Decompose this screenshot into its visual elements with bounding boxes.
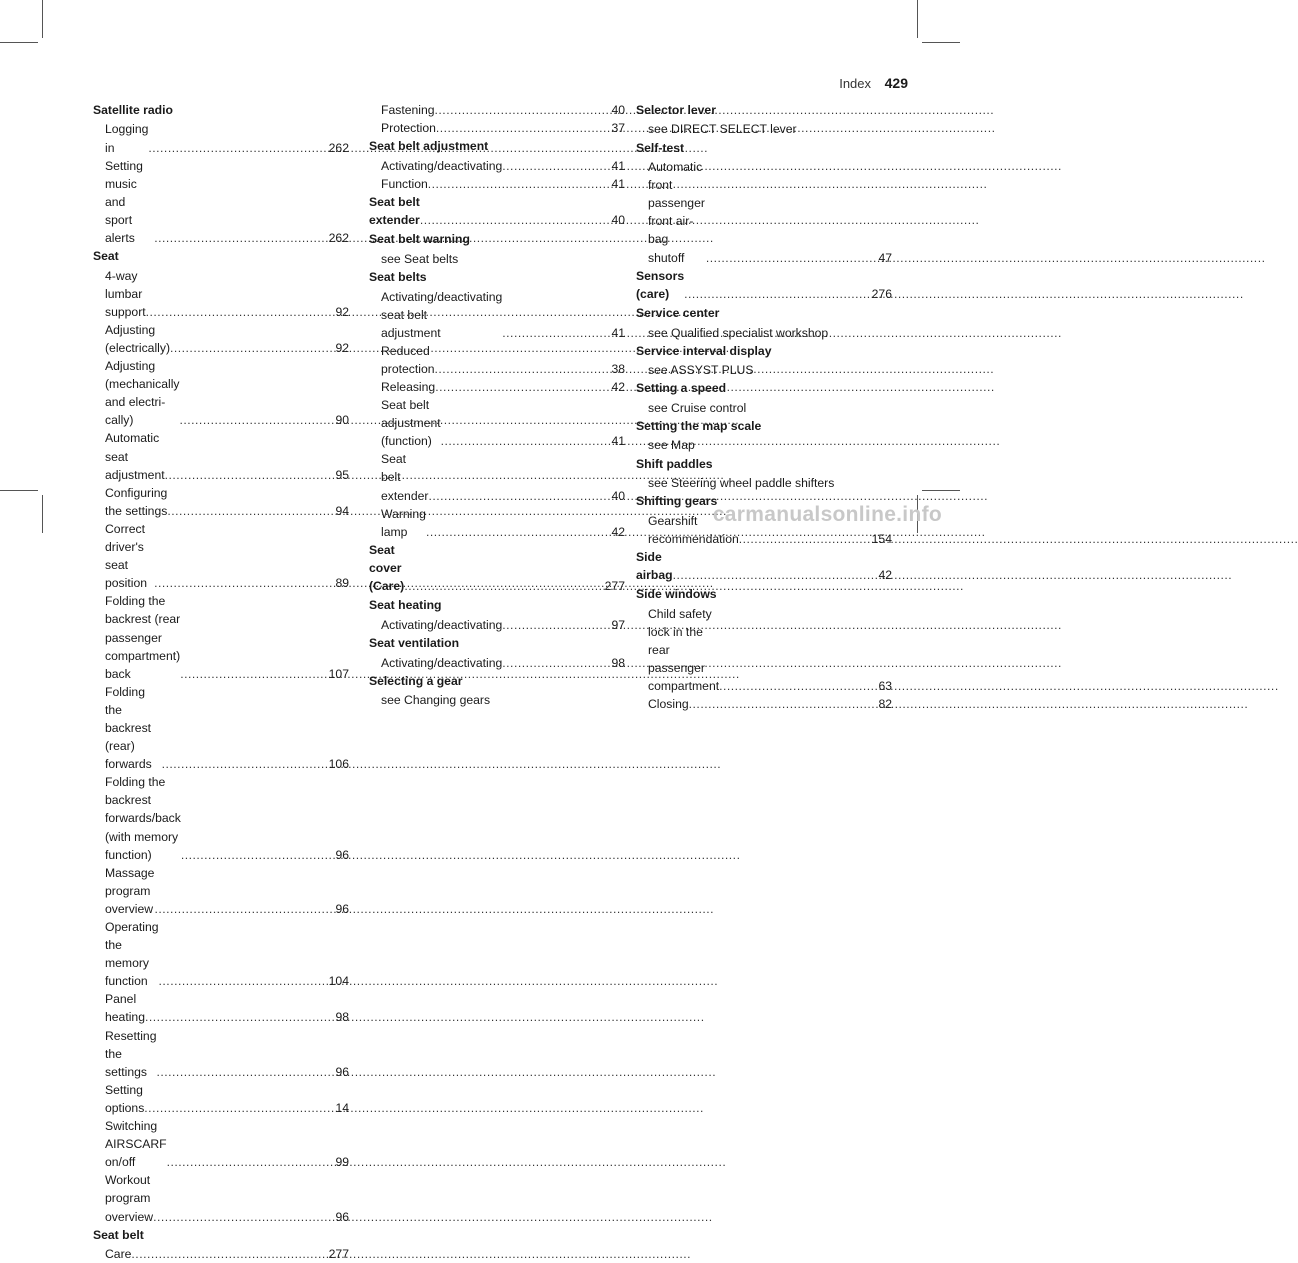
index-entry	[369, 193, 625, 231]
index-entry	[93, 101, 349, 247]
index-entry	[636, 139, 892, 267]
leader-dots	[157, 1063, 333, 1081]
index-entry	[636, 548, 892, 586]
leader-dots	[170, 339, 332, 357]
heading-text: Side airbag	[636, 549, 673, 582]
index-subentry	[93, 864, 349, 918]
page-ref: 95	[335, 467, 349, 482]
index-subentry	[93, 267, 349, 321]
index-heading: Satellite radio	[93, 103, 173, 117]
index-entry	[369, 268, 625, 541]
index-subentry	[636, 605, 892, 695]
crop-mark	[42, 0, 43, 38]
subentry-text: Activating/deactivating	[381, 655, 503, 670]
index-entry	[636, 267, 892, 305]
index-heading	[636, 548, 892, 586]
index-subentry	[636, 695, 892, 713]
subentry-text: Gearshift recommendation	[648, 513, 739, 546]
index-heading: Self-test	[636, 140, 685, 155]
index-heading: Seat belt adjustment	[369, 139, 489, 154]
leader-dots	[435, 378, 608, 396]
leader-dots	[146, 303, 333, 321]
index-subentry	[93, 520, 349, 592]
crop-mark	[917, 0, 918, 38]
page-ref: 97	[611, 617, 625, 632]
subentry-text: Activating/deactivating	[381, 617, 503, 632]
index-subentry	[93, 1027, 349, 1081]
leader-dots	[502, 157, 608, 175]
leader-dots	[148, 139, 325, 157]
subentry-text: Protection	[381, 121, 436, 136]
subentry-text: Adjusting (mechanically and electri- cally)	[105, 359, 180, 428]
page-number: 429	[884, 75, 908, 91]
page-ref: 96	[335, 847, 349, 862]
leader-dots	[420, 211, 609, 229]
leader-dots	[426, 523, 609, 541]
index-entry	[93, 247, 349, 1225]
index-heading: Setting the map scale	[636, 418, 762, 433]
index-subentry	[636, 158, 892, 267]
page-ref: 96	[335, 901, 349, 916]
index-subentry	[93, 918, 349, 990]
page-ref: 92	[335, 341, 349, 355]
page-ref: 99	[335, 1155, 349, 1170]
index-subentry	[369, 654, 625, 672]
index-column-1	[93, 101, 349, 1263]
index-subentry	[93, 1171, 349, 1225]
index-heading	[636, 267, 892, 305]
leader-dots	[673, 566, 876, 584]
index-heading: Seat ventilation	[369, 636, 460, 651]
subentry-text: Activating/deactivating	[381, 158, 503, 173]
leader-dots	[144, 1099, 332, 1117]
index-heading	[369, 541, 625, 597]
index-entry	[369, 596, 625, 634]
page-header	[839, 75, 908, 91]
page-ref: 277	[604, 579, 625, 593]
subentry-text: Folding the backrest (rear) forwards	[105, 684, 155, 772]
leader-dots	[428, 175, 609, 193]
index-heading: Selecting a gear	[369, 673, 463, 688]
leader-dots	[167, 502, 332, 520]
page-ref: 82	[878, 697, 892, 712]
index-heading: Seat heating	[369, 598, 442, 613]
index-entry	[369, 230, 625, 268]
page-ref: 40	[611, 212, 625, 227]
subentry-text: Massage program overview	[105, 865, 158, 916]
page-ref: 276	[871, 286, 892, 301]
leader-dots	[153, 1208, 332, 1226]
index-entry	[369, 541, 625, 597]
subentry-text: Automatic front passenger front air- bag shutoff	[648, 160, 705, 265]
leader-dots	[154, 900, 332, 918]
index-subentry	[369, 505, 625, 541]
subentry-text: Seat belt extender	[381, 452, 429, 503]
page-ref: 107	[328, 666, 349, 681]
section-title: Index	[839, 76, 872, 91]
leader-dots	[154, 229, 325, 247]
page-ref: 262	[328, 140, 349, 155]
subentry-text: Panel heating	[105, 992, 145, 1025]
index-subentry	[369, 450, 625, 504]
leader-dots	[502, 616, 608, 634]
index-entry	[369, 137, 625, 193]
page-ref: 98	[335, 1010, 349, 1025]
leader-dots	[180, 665, 325, 683]
index-entry	[369, 634, 625, 672]
page-ref: 41	[611, 158, 625, 173]
leader-dots	[436, 119, 609, 137]
index-subentry	[369, 175, 625, 193]
heading-text: Sensors (care)	[636, 268, 685, 301]
leader-dots	[689, 695, 876, 713]
index-entry	[636, 417, 892, 455]
index-entry	[636, 585, 892, 713]
page-ref: 42	[611, 379, 625, 394]
subentry-text: Configuring the settings	[105, 485, 171, 518]
page-ref: 40	[611, 103, 625, 117]
page-ref: 42	[878, 567, 892, 582]
index-heading: Service center	[636, 306, 720, 321]
index-subentry	[93, 1117, 349, 1171]
crop-mark	[0, 490, 38, 491]
index-subentry	[93, 1081, 349, 1117]
subentry-text: Function	[381, 176, 428, 191]
leader-dots	[502, 324, 608, 342]
page-ref: 277	[328, 1247, 349, 1262]
see-also: see ASSYST PLUS	[648, 363, 754, 378]
leader-dots	[181, 846, 333, 864]
page-ref: 92	[335, 304, 349, 319]
crop-mark	[0, 42, 38, 43]
index-entry	[636, 304, 892, 342]
crop-mark	[42, 495, 43, 533]
page-ref: 154	[871, 531, 892, 546]
index-subentry	[369, 157, 625, 175]
index-heading: Seat belts	[369, 270, 427, 285]
leader-dots	[145, 1008, 332, 1026]
see-also: see Qualified specialist workshop	[648, 325, 829, 340]
subentry-text: 4-way lumbar support	[105, 268, 146, 319]
page-ref: 89	[335, 576, 349, 591]
index-heading: Shifting gears	[636, 494, 718, 509]
subentry-text: Reduced protection	[381, 343, 435, 376]
leader-dots	[404, 577, 601, 595]
subentry-text: Operating the memory function	[105, 920, 162, 989]
subentry-text: Adjusting (electrically)	[105, 322, 171, 355]
subentry-text: Child safety lock in the rear passenger compartment	[648, 606, 720, 694]
leader-dots	[131, 1245, 325, 1263]
leader-dots	[165, 466, 333, 484]
leader-dots	[180, 411, 333, 429]
index-heading: Seat belt warning	[369, 232, 470, 247]
index-subentry	[93, 773, 349, 863]
page-ref: 47	[878, 250, 892, 265]
page-ref: 94	[335, 503, 349, 518]
page-ref: 96	[335, 1064, 349, 1079]
heading-text: Seat cover (Care)	[369, 542, 405, 593]
page-ref: 40	[611, 488, 625, 503]
index-entry	[636, 342, 892, 380]
index-heading	[369, 193, 625, 231]
leader-dots	[435, 360, 609, 378]
subentry-text: Fastening	[381, 103, 435, 117]
page-ref: 98	[611, 655, 625, 670]
watermark: carmanualsonline.info	[712, 503, 942, 526]
subentry-text: Closing	[648, 697, 689, 712]
page-ref: 41	[611, 325, 625, 340]
index-subentry	[93, 990, 349, 1026]
see-also: see Cruise control	[648, 400, 747, 415]
subentry-text: Automatic seat adjustment	[105, 431, 165, 482]
index-subentry	[369, 616, 625, 634]
index-heading: Seat belt	[93, 1227, 144, 1242]
page-ref: 38	[611, 361, 625, 376]
subentry-text: Seat belt adjustment (function)	[381, 398, 445, 449]
see-also: see Changing gears	[381, 693, 491, 708]
page-ref: 63	[878, 679, 892, 694]
page-ref: 90	[335, 413, 349, 428]
subentry-text: Warning lamp	[381, 506, 430, 539]
index-entry	[369, 101, 625, 137]
index-heading: Service interval display	[636, 343, 772, 358]
subentry-text: Activating/deactivating seat belt adjustment	[381, 289, 503, 340]
index-entry	[636, 379, 892, 417]
subentry-text: Setting options	[105, 1082, 147, 1115]
leader-dots	[167, 1153, 333, 1171]
subentry-text: Switching AIRSCARF on/off	[105, 1119, 171, 1170]
see-also: see Steering wheel paddle shifters	[648, 476, 835, 490]
leader-dots	[684, 285, 869, 303]
index-heading: Shift paddles	[636, 456, 713, 471]
index-entry	[636, 101, 892, 139]
subentry-text: Releasing	[381, 379, 436, 394]
index-column-2	[369, 101, 625, 709]
subentry-text: Care	[105, 1247, 132, 1262]
index-heading: Selector lever	[636, 103, 716, 117]
index-subentry	[93, 357, 349, 429]
subentry-text: Folding the backrest forwards/back (with memory function)	[105, 775, 181, 862]
leader-dots	[428, 487, 608, 505]
index-heading: Setting a speed	[636, 381, 727, 396]
page-ref: 42	[611, 524, 625, 539]
leader-dots	[441, 432, 609, 450]
index-subentry	[93, 120, 349, 156]
leader-dots	[435, 101, 609, 119]
page-ref: 104	[328, 974, 349, 989]
index-subentry	[93, 592, 349, 682]
subentry-text: Workout program overview	[105, 1173, 154, 1224]
index-subentry	[93, 429, 349, 483]
subentry-text: Resetting the settings	[105, 1028, 160, 1079]
index-entry	[636, 455, 892, 493]
index-subentry	[369, 396, 625, 450]
leader-dots	[502, 654, 608, 672]
subentry-text: Folding the backrest (rear passenger compartment) back	[105, 594, 181, 681]
index-subentry	[369, 288, 625, 342]
page-ref: 262	[328, 231, 349, 246]
index-subentry	[369, 101, 625, 119]
index-entry	[369, 672, 625, 710]
leader-dots	[739, 530, 869, 548]
index-subentry	[93, 321, 349, 357]
page-ref: 41	[611, 434, 625, 449]
index-heading: Seat	[93, 249, 119, 264]
page-ref: 37	[611, 121, 625, 136]
index-heading: Side windows	[636, 587, 717, 602]
index-subentry	[93, 683, 349, 773]
subentry-text: Correct driver's seat position	[105, 521, 149, 591]
index-subentry	[369, 378, 625, 396]
see-also: see Seat belts	[381, 251, 459, 266]
subentry-text: Setting music and sport alerts	[105, 158, 147, 246]
index-subentry	[93, 1245, 349, 1263]
index-subentry	[369, 119, 625, 137]
leader-dots	[719, 677, 875, 695]
heading-text: Seat belt extender	[369, 194, 420, 227]
see-also: see DIRECT SELECT lever	[648, 122, 797, 137]
see-also: see Map	[648, 438, 695, 453]
index-entry	[93, 1226, 349, 1263]
subentry-text: Logging in	[105, 122, 152, 155]
leader-dots	[162, 755, 326, 773]
page-ref: 96	[335, 1209, 349, 1224]
leader-dots	[154, 574, 332, 592]
index-column-3	[636, 101, 892, 713]
page-ref: 106	[328, 757, 349, 772]
index-subentry	[93, 157, 349, 247]
leader-dots	[706, 249, 876, 267]
page-ref: 14	[335, 1100, 349, 1115]
leader-dots	[159, 972, 326, 990]
crop-mark	[922, 42, 960, 43]
index-subentry	[369, 342, 625, 378]
index-subentry	[93, 484, 349, 520]
page-ref: 41	[611, 176, 625, 191]
